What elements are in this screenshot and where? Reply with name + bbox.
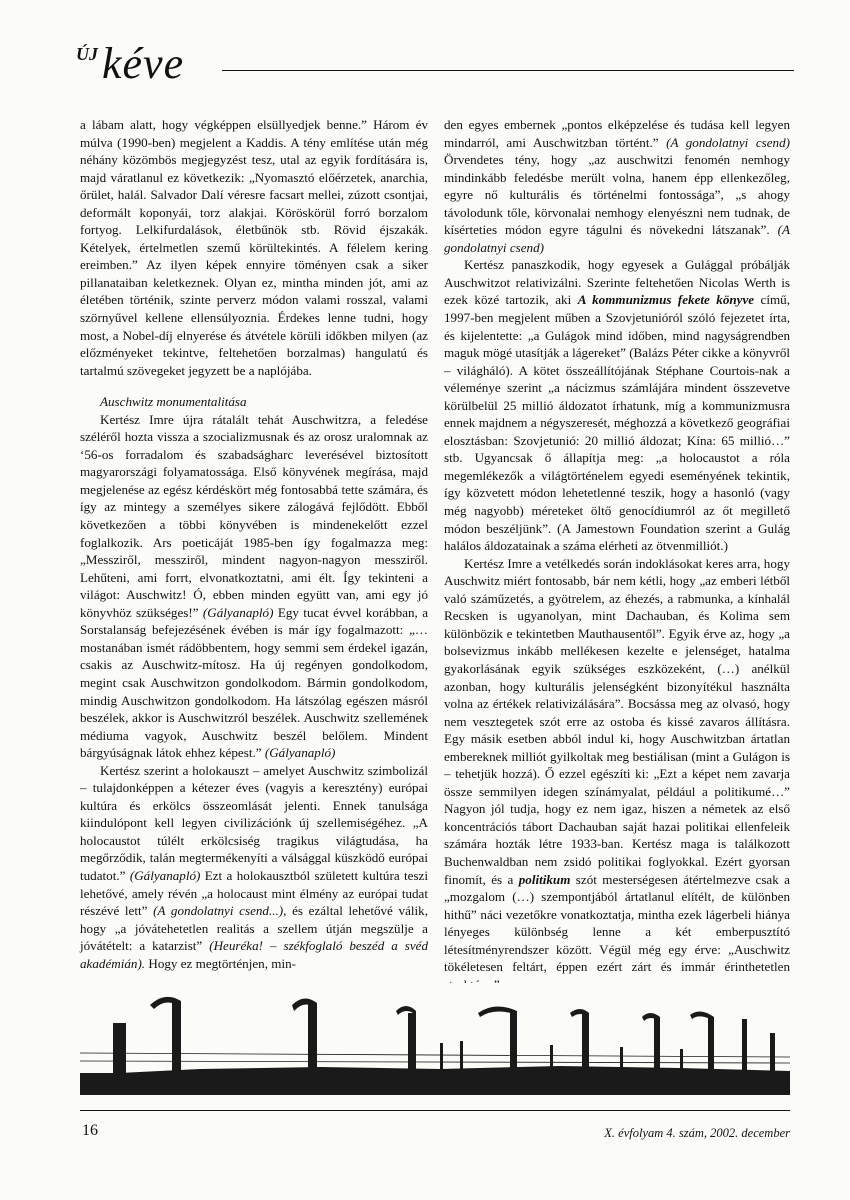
citation: (Heuréka! – székfoglaló beszéd a svéd akadémián). — [80, 938, 428, 971]
footer-divider — [80, 1110, 790, 1111]
section-heading: Auschwitz monumentalitása — [100, 394, 247, 410]
citation: (A gondolatnyi csend...), — [153, 903, 287, 919]
paragraph: Kertész Imre újra rátalált tehát Auschwitzra, a feledése széléről hozta vissza a szocializmusnak és az orosz uralomnak az ‘56-os forradalom és szabadságharc leverésével biztosított magyarországi folyamatossága. Első könyvének megírása, majd megjelenése az egész kérdéskört még fontosabbá tette számára, és így az mintegy a személyes sikere zálogává fejlődött. Ebből következően a többi könyvében is mindenekelőtt ezzel foglalkozik. Ars poeticáját 1985-ben így fogalmazza meg: „Messziről, messziről, mindent nagyon-nagyon messziről. Lehűteni, ami forrt, elvonatkoztatni, ami élt. Így tekinteni a világot: Auschwitz! Ó, ebben minden együtt van, ami egy jó könyvhöz szükséges!” (Gályanapló) Egy tucat évvel korábban, a Sorstalanság befejezésének évében is már így fogalmazott: „…mostanában ismét rádöbbentem, hogy semmi sem érdekel igazán, csakis az Auschwitz-mítosz. Ha új regényen gondolkodom, megint csak Auschwitzon gondolkodom. Bármin gondolkodom, mindig Auschwitzon gondolkodom. Ha látszólag egészen másról beszélek, akkor is Auschwitzról beszélek. Auschwitz szellemének médiuma vagyok, Auschwitz beszél belőlem. Mindent bárgyúságnak látok ehhez képest.” (Gályanapló) — [80, 411, 428, 761]
paragraph: den egyes embernek „pontos elképzelése és tudása kell legyen mindarról, ami Auschwitzban történt.” (A gondolatnyi csend) Örvendetes tény, hogy „az auschwitzi fenomén nemhogy mindinkább feledésbe merült volna, hanem épp ellenkezőleg, egyre nő kulturális és történelmi fontossága”, „s ahogy távolodunk tőle, körvonalai nemhogy elenyészni nem tudnak, de kísérteties módon egyre tágulni és növekedni látszanak”. (A gondolatnyi csend) — [444, 117, 790, 255]
citation: (Gályanapló) — [202, 604, 274, 620]
paragraph: Kertész szerint a holokauszt – amelyet Auschwitz szimbolizál – tulajdonképpen a kétezer éves (vagyis a keresztény) európai kultúra és erkölcs összeomlását jelenti. Ennek tanulsága kiindulópont kell legyen civilizációnk új szellemiségéhez. „A holocaustot túlélt erkölcsiség tragikus világtudása, ha megőrződik, talán megtermékenyíti a válsággal küszködő európai tudatot.” (Gályanapló) Ezt a holokausztból született kultúra teszi lehetővé, amely révén „a holocaust mint élmény az európai tudat részévé lett” (A gondolatnyi csend...), és ezáltal lehetővé válik, hogy „a jóvátehetetlen realitás a szellem útján megszülje a jóvátételt: a katarzist” (Heuréka! – székfoglaló beszéd a svéd akadémián). Hogy ez megtörténjen, min- — [80, 762, 428, 971]
logo-title: kéve — [102, 39, 185, 88]
emphasis: politikum — [518, 871, 571, 887]
citation: (A gondolatnyi csend) — [444, 222, 790, 255]
page-number: 16 — [82, 1122, 98, 1139]
camp-fence-silhouette-image — [80, 983, 790, 1095]
paragraph: Kertész Imre a vetélkedés során indoklásokat keres arra, hogy Auschwitz miért fontosabb, bár nem kétli, hogy „az emberi létből való száműzetés, a gyötrelem, az éhezés, a rabmunka, a kínhalál Recsken is ugyanolyan, mint Dachauban, és Kolima sem különbözik e tekintetben Mauthausentől”. Egyik érve az, hogy „a bolsevizmus inkább mellékesen kezelte e jelenséget, hatalma gyakorlásának egyik szükséges eszközeként, (…) anélkül azonban, hogy kulturális jelenségként bizonyítékul használta volna az értékek relativizálására”. Bocsássa meg az olvasó, hogy nem vesztegetek szót erre az ostoba és kissé zavaros állításra. Egy másik esetben abból indul ki, hogy Auschwitzban ártatlan embereknek milliót gyilkoltak meg bestiálisan (mint a Gulágon is – tehetjük hozzá). Ő ezzel egészíti ki: „Ezt a képet nem zavarja össze semmilyen idegen színámyalat, például a politikumé…” Nagyon jól tudja, hogy ez nem igaz, hiszen a németek az első koncentrációs tábort Dachauban saját hazai politikai ellenfeleik számára hozták létre 1933-ban. Kertész maga is találkozott Buchenwaldban nem zsidó politikai foglyokkal. Ezért gyorsan finomít, és a politikum szót mesterségesen átértelmezve csak a „mozgalom (…) szempontjából ártatlanul elítélt, de különben hithű” náci vezetőkre vonatkoztatja, mintha ezek lágerbeli hiánya lényeges különbség lenne a két emberpusztító létesítményrendszer között. Végül még egy érve: „Auschwitz tökéletesen feltárt, éppen ezért zárt és immár érinthetetlen — [444, 555, 790, 975]
citation: (Gályanapló) — [129, 867, 201, 883]
right-column — [444, 116, 790, 993]
paragraph: a lábam alatt, hogy végképpen elsüllyedjek benne.” Három év múlva (1990-ben) megjelent a Kaddis. A tény említése után még néhány közömbös megjegyzést tesz, utal az egyik fordítására is, majd váratlanul ez következik: „Nyomasztó előérzetek, anarchia, őrület, halál. Salvador Dalí véresre facsart mellei, zúzott csontjai, deformált koponyái, torz alakjai. Köröskörül forró borzalom fortyog. Lelkifurdalások, életbűnök stb. Rövid éjszakák. Kételyek, értelmetlen szemű körültekintés. A félelem kering ereimben.” Az ilyen képek ennyire töményen csak a siker pillanataiban keletkeznek. Olyan ez, mintha minden jót, ami az életében történik, szinte perverz módon valami rosszal, valami szörnyűvel kellene ellensúlyoznia. Érdekes lenne tudni, hogy most, a Nobel-díj elnyerése és átvétele körüli időkben milyen (az előzményeket tekintve, feltehetően borzalmas) hangulatú és tartalmú szövegeket jegyzett be a naplójába. — [80, 117, 428, 378]
citation: (Gályanapló) — [264, 745, 336, 761]
left-column — [80, 116, 428, 972]
masthead — [74, 40, 794, 90]
logo-prefix: ÚJ — [76, 44, 98, 64]
paragraph: Kertész panaszkodik, hogy egyesek a Gulággal próbálják Auschwitzot relativizálni. Szerinte feltehetően Nicolas Werth is ezek közé tartozik, aki A kommunizmus fekete könyve című, 1997-ben megjelent műben a Szovjetunióról szóló fejezetet írta, és kijelentette: „a Gulágok mind időben, mind nagyságrendben maguk mögé utasítják a lágereket” (Balázs Péter cikke a könyvről – világháló). A kötet összeállítójának Stéphane Courtois-nak a véleménye szerint „a nácizmus számlájára mindent összevetve körülbelül 25 millió áldozatot írhatunk, míg a kommunizmusra ennek majdnem a négyszeresét, méghozzá a következő geográfiai elosztásban: Szovjetunió: 20 millió áldozat; Kína: 65 millió…” stb. Ugyancsak ő állapítja meg: „a holocaustot a róla megemlékezők a világtörténelem egyedi eseményének tekintik, így közvetett módon lehetetlenné teszik, hogy a hasonló (vagy még nagyobb) méreteket öltő genocídiumról az őt megillető módon beszéljünk”. (A Jamestown Foundation szerint a Gulág halálos áldozatainak a száma elérheti az ötvenmilliót.) — [444, 257, 791, 554]
book-title: A kommunizmus fekete könyve — [577, 292, 755, 308]
citation: (A gondolatnyi csend) — [666, 134, 790, 150]
issue-info: X. évfolyam 4. szám, 2002. december — [604, 1126, 790, 1140]
header-divider — [222, 70, 794, 71]
